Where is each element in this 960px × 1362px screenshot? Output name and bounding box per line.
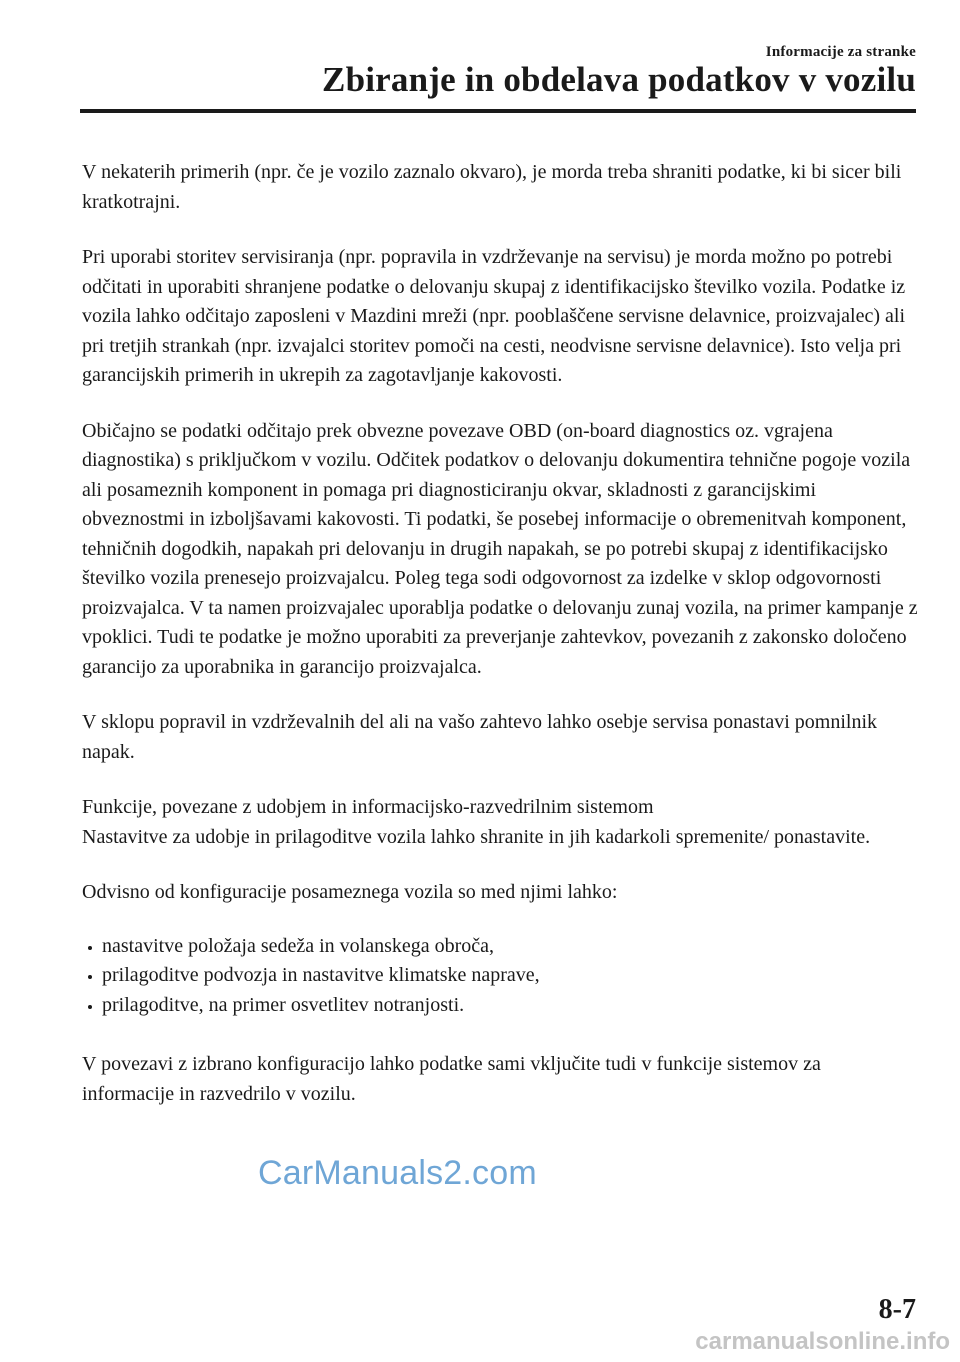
body-text — [82, 158, 918, 1135]
bullet-icon — [88, 946, 92, 950]
watermark-logo: CarManuals2.com — [258, 1154, 537, 1192]
page-number: 8-7 — [878, 1294, 916, 1325]
comfort-heading: Funkcije, povezane z udobjem in informacijsko-razvedrilnim sistemom — [82, 796, 654, 818]
page-title: Zbiranje in obdelava podatkov v vozilu — [322, 60, 916, 99]
paragraph: Odvisno od konfiguracije posameznega vozila so med njimi lahko: — [82, 881, 618, 903]
comfort-section — [82, 793, 918, 852]
paragraph: V sklopu popravil in vzdrževalnih del ali na vašo zahtevo lahko osebje servisa ponastavi pomnilnik napak. — [82, 711, 877, 763]
list-item — [82, 961, 918, 991]
bullet-icon — [88, 1005, 92, 1009]
paragraph: V nekaterih primerih (npr. če je vozilo zaznalo okvaro), je morda treba shraniti podatke, ki bi sicer bili kratkotrajni. — [82, 161, 902, 213]
running-header-section: Informacije za stranke — [765, 44, 916, 60]
closing-paragraph: V povezavi z izbrano konfiguracijo lahko podatke sami vključite tudi v funkcije sistemov za informacije in razvedrilo v vozilu. — [82, 1053, 821, 1105]
list-item-text: prilagoditve podvozja in nastavitve klimatske naprave, — [102, 964, 540, 986]
list-item — [82, 991, 918, 1021]
list-item — [82, 932, 918, 962]
settings-list — [82, 932, 918, 1021]
bullet-icon — [88, 975, 92, 979]
footer-watermark: carmanualsonline.info — [695, 1328, 950, 1355]
comfort-text: Nastavitve za udobje in prilagoditve vozila lahko shranite in jih kadarkoli spremenite/ ponastavite. — [82, 825, 871, 848]
paragraph: Običajno se podatki odčitajo prek obvezne povezave OBD (on-board diagnostics oz. vgrajena diagnostika) s priključkom v vozilu. Odčitek podatkov o delovanju dokumentira tehnične pogoje vozila ali posameznih komponent in pomaga pri diagnosticiranju okvar, skladnosti z garancijskimi obveznostmi in izboljšavami kakovosti. Ti podatki, še posebej informacije o obremenitvah komponent, tehničnih dogodkih, napakah pri delovanju in drugih napakah, se po potrebi skupaj z identifikacijsko številko vozila prenesejo proizvajalcu. Poleg tega sodi odgovornost za izdelke v sklop odgovornosti proizvajalca. V ta namen proizvajalec uporablja podatke o delovanju zunaj vozila, na primer kampanje z vpoklici. Tudi te podatke je možno uporabiti za preverjanje zahtevkov, povezanih z zakonsko določeno garancijo za uporabnika in garancijo proizvajalca. — [82, 419, 918, 678]
list-item-text: nastavitve položaja sedeža in volanskega obroča, — [102, 934, 495, 957]
paragraph: Pri uporabi storitev servisiranja (npr. popravila in vzdrževanje na servisu) je morda možno po potrebi odčitati in uporabiti shranjene podatke o delovanju skupaj z identifikacijsko številko vozila. Podatke iz vozila lahko odčitajo zaposleni v Mazdini mreži (npr. pooblaščene servisne delavnice, proizvajalec) ali pri tretjih strankah (npr. izvajalci storitev pomoči na cesti, neodvisne servisne delavnice). Isto velja pri garancijskih primerih in ukrepih za zagotavljanje kakovosti. — [82, 246, 906, 386]
list-item-text: prilagoditve, na primer osvetlitev notranjosti. — [102, 993, 465, 1016]
header-divider — [80, 109, 916, 113]
